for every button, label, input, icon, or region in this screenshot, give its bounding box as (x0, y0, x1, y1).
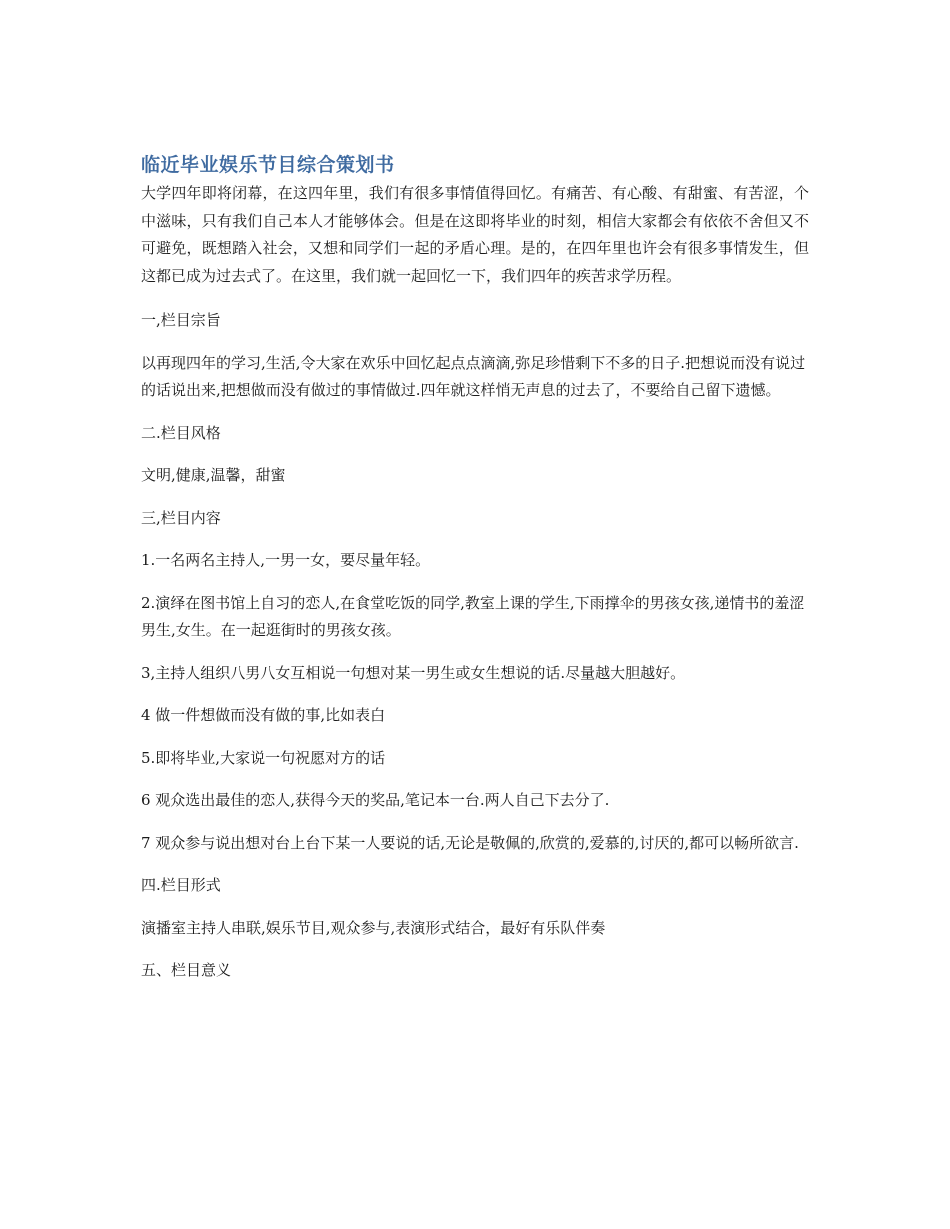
section-heading-content: 三,栏目内容 (141, 508, 221, 527)
content-item: 7 观众参与说出想对台上台下某一人要说的话,无论是敬佩的,欣赏的,爱慕的,讨厌的,都可以畅所欲言. (141, 833, 799, 852)
section-heading-style: 二.栏目风格 (141, 423, 221, 442)
style-paragraph: 文明,健康,温馨，甜蜜 (141, 466, 286, 484)
content-item: 2.演绎在图书馆上自习的恋人,在食堂吃饭的同学,教室上课的学生,下雨撑伞的男孩女孩,递情书的羞涩男生,女生。在一起逛街时的男孩女孩。 (141, 593, 805, 639)
document-title: 临近毕业娱乐节目综合策划书 (141, 154, 395, 176)
section-heading-purpose: 一,栏目宗旨 (141, 311, 221, 329)
section-heading-format: 四.栏目形式 (141, 876, 221, 894)
section-heading-significance: 五、栏目意义 (141, 961, 232, 979)
content-item: 4 做一件想做而没有做的事,比如表白 (141, 706, 386, 724)
purpose-paragraph: 以再现四年的学习,生活,令大家在欢乐中回忆起点点滴滴,弥足珍惜剩下不多的日子.把想说而没有说过的话说出来,把想做而没有做过的事情做过.四年就这样悄无声息的过去了，不要给自己留下遗憾。 (141, 353, 806, 399)
content-item: 6 观众选出最佳的恋人,获得今天的奖品,笔记本一台.两人自己下去分了. (141, 791, 610, 809)
intro-paragraph: 大学四年即将闭幕，在这四年里，我们有很多事情值得回忆。有痛苦、有心酸、有甜蜜、有苦涩，个中滋味，只有我们自己本人才能够体会。但是在这即将毕业的时刻，相信大家都会有依依不舍但又不可避免，既想踏入社会，又想和同学们一起的矛盾心理。是的，在四年里也许会有很多事情发生，但这都已成为过去式了。在这里，我们就一起回忆一下，我们四年的疾苦求学历程。 (141, 184, 809, 285)
document-page (141, 152, 809, 1000)
format-paragraph: 演播室主持人串联,娱乐节目,观众参与,表演形式结合，最好有乐队伴奏 (141, 918, 606, 937)
content-item: 3,主持人组织八男八女互相说一句想对某一男生或女生想说的话.尽量越大胆越好。 (141, 663, 686, 682)
content-item: 5.即将毕业,大家说一句祝愿对方的话 (141, 748, 386, 767)
content-item: 1.一名两名主持人,一男一女，要尽量年轻。 (141, 551, 431, 569)
